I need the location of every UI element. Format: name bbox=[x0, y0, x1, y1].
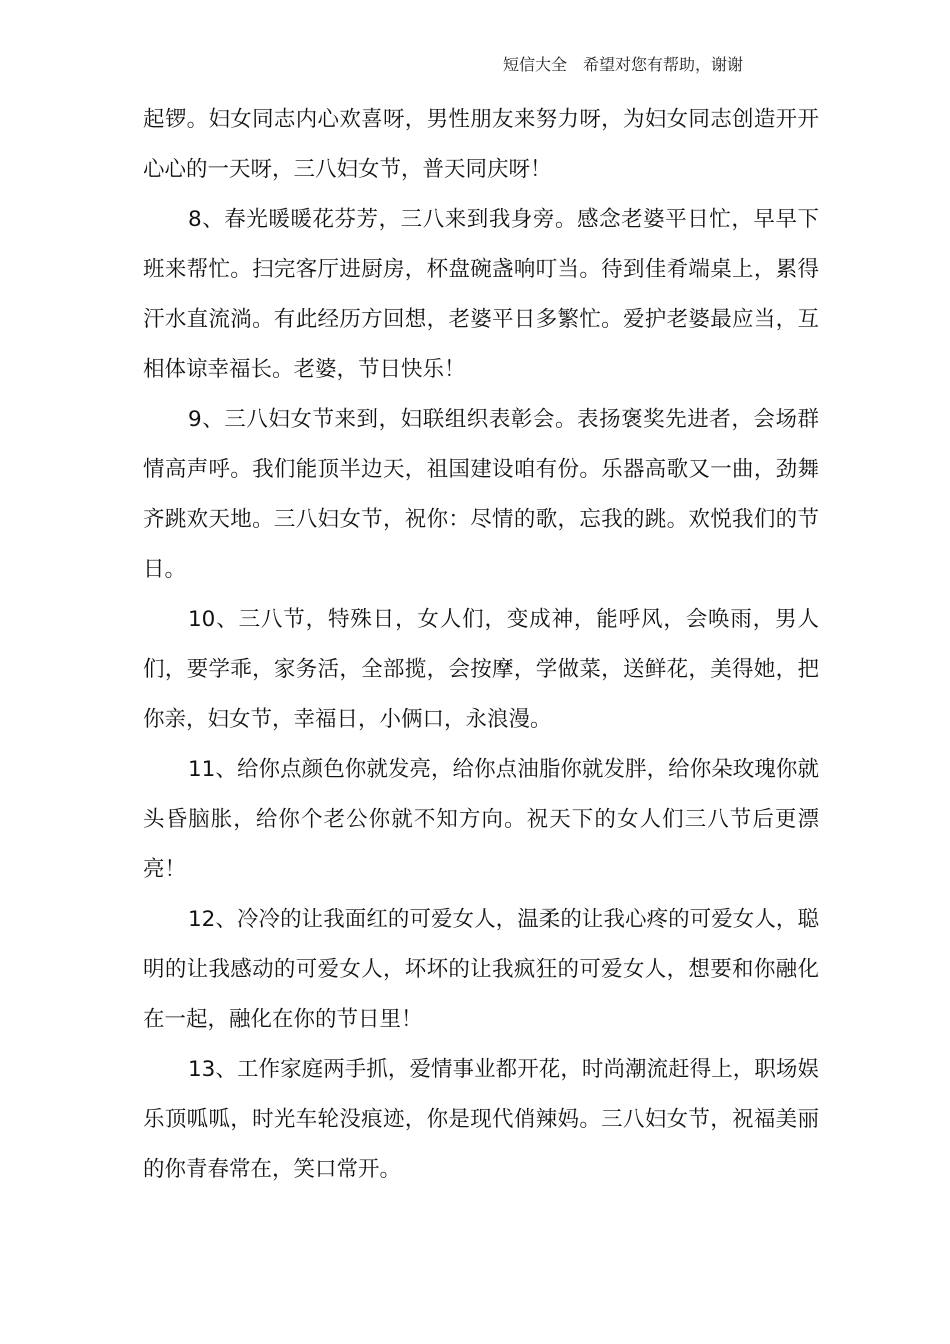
paragraph-item-12: 12、冷冷的让我面红的可爱女人，温柔的让我心疼的可爱女人，聪明的让我感动的可爱女人，坏坏的让我疯狂的可爱女人，想要和你融化在一起，融化在你的节日里！ bbox=[143, 907, 819, 1032]
page-header: 短信大全 希望对您有帮助，谢谢 bbox=[503, 55, 744, 74]
paragraph-item-9: 9、三八妇女节来到，妇联组织表彰会。表扬褒奖先进者，会场群情高声呼。我们能顶半边天，祖国建设咱有份。乐器高歌又一曲，劲舞齐跳欢天地。三八妇女节，祝你：尽情的歌，忘我的跳。欢悦我们的节日。 bbox=[143, 407, 819, 582]
paragraph-item-10: 10、三八节，特殊日，女人们，变成神，能呼风，会唤雨，男人们，要学乖，家务活，全部揽，会按摩，学做菜，送鲜花，美得她，把你亲，妇女节，幸福日，小俩口，永浪漫。 bbox=[143, 607, 819, 732]
paragraph-item-13: 13、工作家庭两手抓，爱情事业都开花，时尚潮流赶得上，职场娱乐顶呱呱，时光车轮没痕迹，你是现代俏辣妈。三八妇女节，祝福美丽的你青春常在，笑口常开。 bbox=[143, 1057, 819, 1182]
paragraph-continuation: 起锣。妇女同志内心欢喜呀，男性朋友来努力呀，为妇女同志创造开开心心的一天呀，三八妇女节，普天同庆呀！ bbox=[143, 107, 819, 182]
paragraph-item-8: 8、春光暖暖花芬芳，三八来到我身旁。感念老婆平日忙，早早下班来帮忙。扫完客厅进厨房，杯盘碗盏响叮当。待到佳肴端桌上，累得汗水直流淌。有此经历方回想，老婆平日多繁忙。爱护老婆最应当，互相体谅幸福长。老婆，节日快乐！ bbox=[143, 207, 819, 382]
paragraph-item-11: 11、给你点颜色你就发亮，给你点油脂你就发胖，给你朵玫瑰你就头昏脑胀，给你个老公你就不知方向。祝天下的女人们三八节后更漂亮！ bbox=[143, 757, 819, 882]
document-body bbox=[143, 95, 819, 1195]
